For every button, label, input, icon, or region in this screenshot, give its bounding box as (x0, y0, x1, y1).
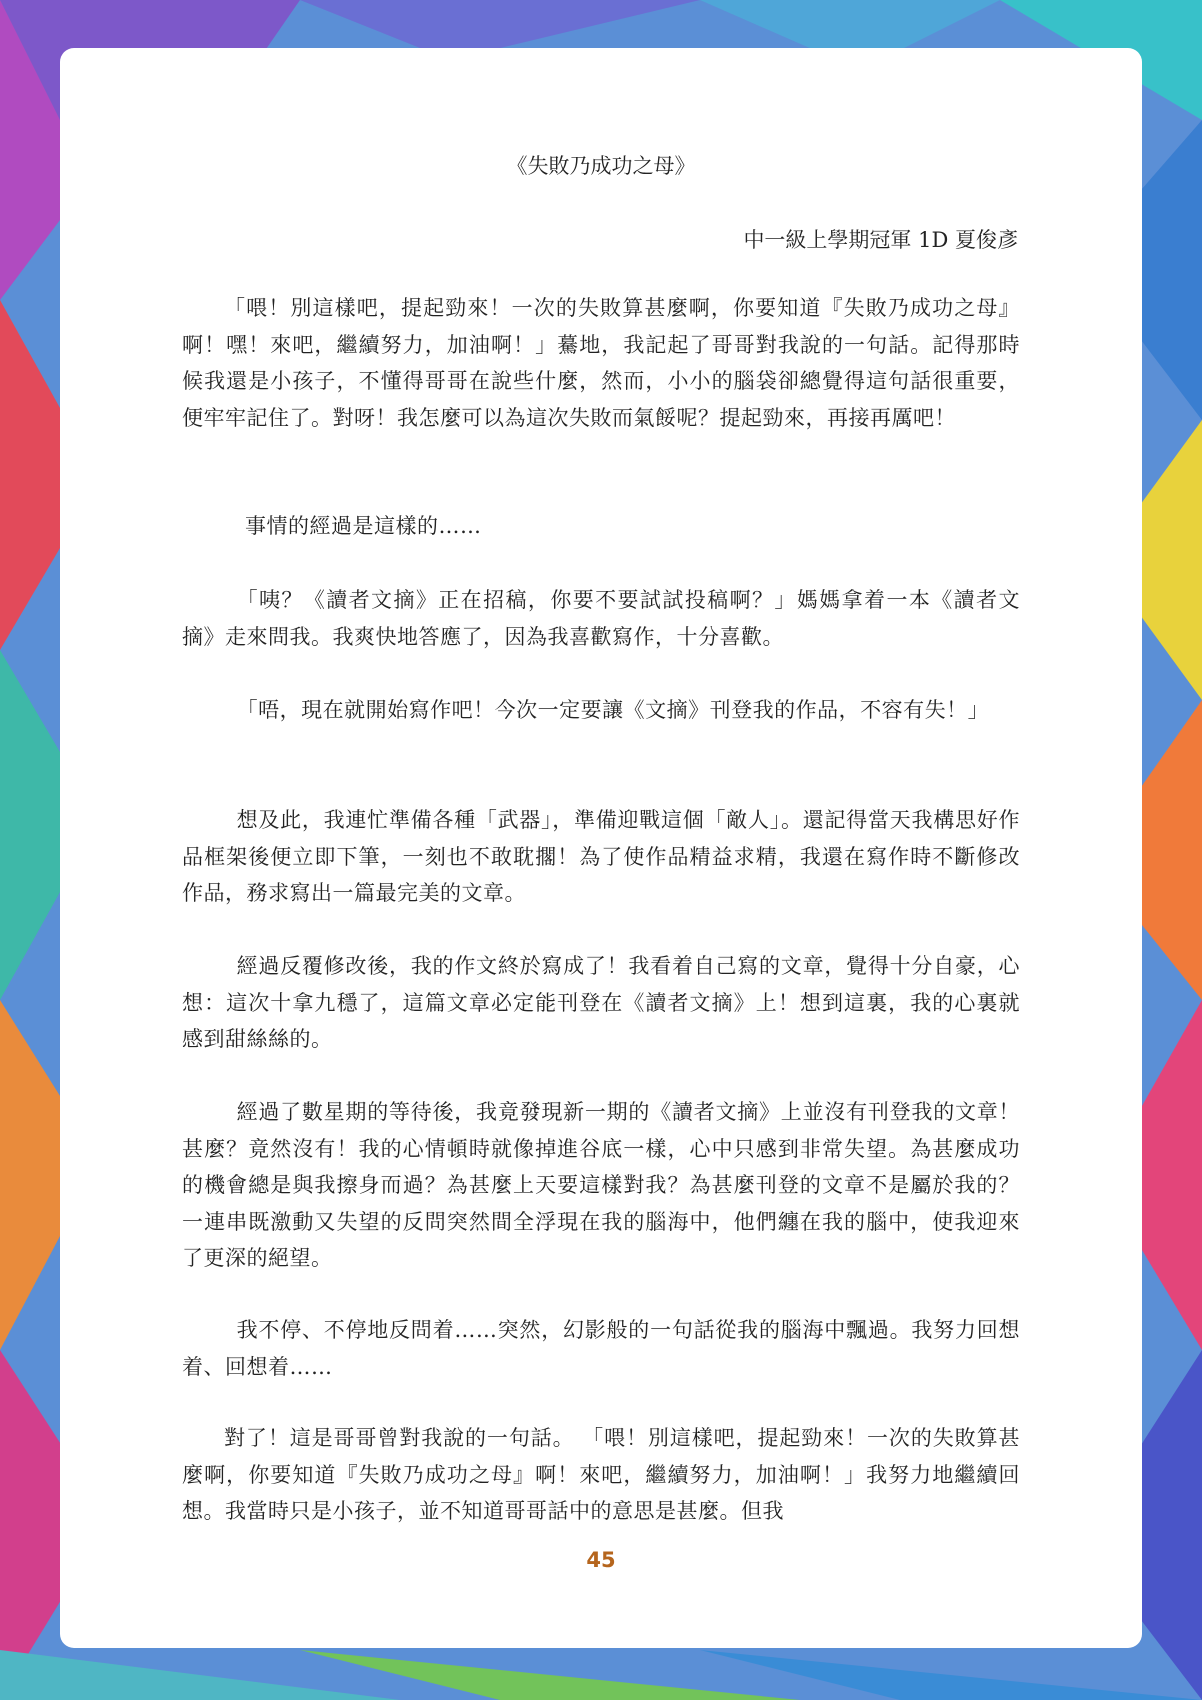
author-byline: 中一級上學期冠軍 1D 夏俊彥 (743, 228, 1018, 252)
paragraph-2: 事情的經過是這樣的…… (245, 514, 482, 538)
paragraph-7: 經過了數星期的等待後，我竟發現新一期的《讀者文摘》上並沒有刊登我的文章！甚麼？竟然沒有！我的心情頓時就像掉進谷底一樣，心中只感到非常失望。為甚麼成功的機會總是與我擦身而過？為甚麼上天要這樣對我？為甚麼刊登的文章不是屬於我的？一連串既激動又失望的反問突然間全浮現在我的腦海中，他們纏在我的腦中，使我迎來了更深的絕望。 (182, 1100, 1020, 1270)
page-number: 45 (586, 1548, 616, 1572)
paragraph-9: 對了！這是哥哥曾對我說的一句話。 「喂！別這樣吧，提起勁來！一次的失敗算甚麼啊，你要知道『失敗乃成功之母』啊！來吧，繼續努力，加油啊！」我努力地繼續回想。我當時只是小孩子，並不知道哥哥話中的意思是甚麼。但我 (182, 1426, 1020, 1523)
paragraph-8: 我不停、不停地反問着……突然，幻影般的一句話從我的腦海中飄過。我努力回想着、回想着…… (182, 1318, 1020, 1379)
essay-title: 《失敗乃成功之母》 (506, 154, 696, 178)
paragraph-6: 經過反覆修改後，我的作文終於寫成了！我看着自己寫的文章，覺得十分自豪，心想：這次十拿九穩了，這篇文章必定能刊登在《讀者文摘》上！想到這裏，我的心裏就感到甜絲絲的。 (182, 954, 1020, 1051)
paragraph-4: 「唔，現在就開始寫作吧！今次一定要讓《文摘》刊登我的作品，不容有失！」 (236, 698, 990, 722)
paragraph-5: 想及此，我連忙準備各種「武器」，準備迎戰這個「敵人」。還記得當天我構思好作品框架後便立即下筆，一刻也不敢耽擱！為了使作品精益求精，我還在寫作時不斷修改作品，務求寫出一篇最完美的文章。 (182, 808, 1020, 905)
paragraph-3: 「咦？《讀者文摘》正在招稿，你要不要試試投稿啊？」媽媽拿着一本《讀者文摘》走來問我。我爽快地答應了，因為我喜歡寫作，十分喜歡。 (182, 588, 1020, 649)
paragraph-1: 「喂！別這樣吧，提起勁來！一次的失敗算甚麼啊，你要知道『失敗乃成功之母』啊！嘿！來吧，繼續努力，加油啊！」驀地，我記起了哥哥對我說的一句話。記得那時候我還是小孩子，不懂得哥哥在說些什麼，然而，小小的腦袋卻總覺得這句話很重要，便牢牢記住了。對呀！我怎麼可以為這次失敗而氣餒呢？提起勁來，再接再厲吧！ (182, 296, 1020, 430)
